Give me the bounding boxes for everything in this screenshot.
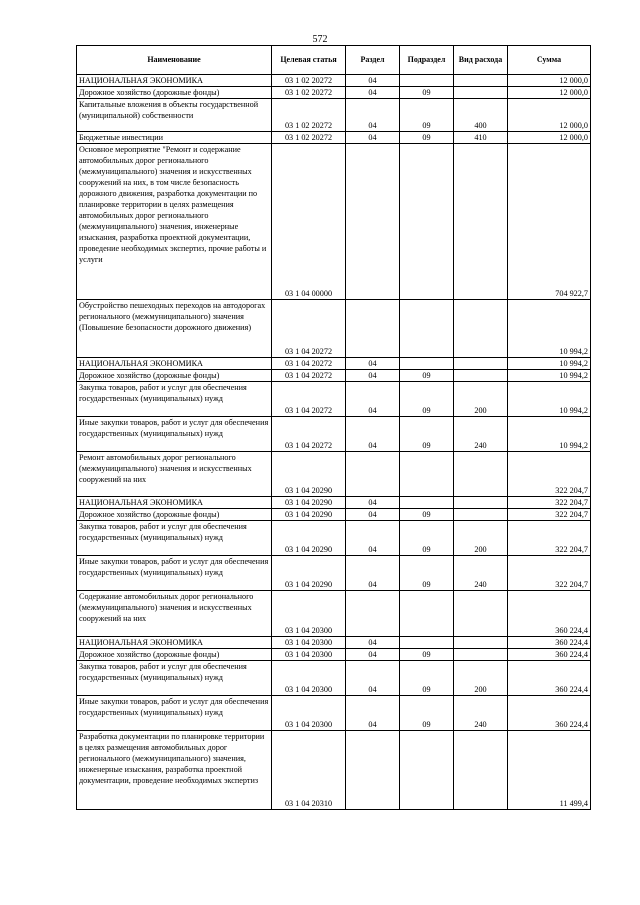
cell-target: 03 1 02 20272 (272, 132, 346, 144)
table-row (77, 300, 591, 358)
table-row (77, 87, 591, 99)
table-row (77, 637, 591, 649)
cell-name: Дорожное хозяйство (дорожные фонды) (77, 649, 272, 661)
cell-target: 03 1 04 20300 (272, 661, 346, 696)
table-row (77, 132, 591, 144)
table-row (77, 358, 591, 370)
cell-amount: 11 499,4 (508, 731, 591, 810)
table-row (77, 521, 591, 556)
cell-section: 04 (346, 556, 400, 591)
cell-target: 03 1 04 20272 (272, 300, 346, 358)
cell-section: 04 (346, 649, 400, 661)
cell-target: 03 1 04 20290 (272, 521, 346, 556)
cell-expense-type (454, 300, 508, 358)
cell-expense-type: 240 (454, 696, 508, 731)
cell-name: Обустройство пешеходных переходов на автодорогах регионального (межмуниципального) значения (Повышение безопасности дорожного движения) (77, 300, 272, 358)
cell-amount: 322 204,7 (508, 452, 591, 497)
cell-expense-type (454, 370, 508, 382)
cell-amount: 360 224,4 (508, 591, 591, 637)
header-section: Раздел (346, 46, 400, 75)
cell-expense-type (454, 358, 508, 370)
table-header-row (77, 46, 591, 75)
cell-name: Закупка товаров, работ и услуг для обеспечения государственных (муниципальных) нужд (77, 661, 272, 696)
cell-expense-type: 200 (454, 521, 508, 556)
cell-name: Закупка товаров, работ и услуг для обеспечения государственных (муниципальных) нужд (77, 382, 272, 417)
table-row (77, 144, 591, 300)
cell-name: Дорожное хозяйство (дорожные фонды) (77, 509, 272, 521)
cell-target: 03 1 04 20272 (272, 370, 346, 382)
cell-expense-type (454, 497, 508, 509)
cell-expense-type (454, 75, 508, 87)
cell-section: 04 (346, 661, 400, 696)
cell-expense-type: 240 (454, 417, 508, 452)
cell-subsection: 09 (400, 99, 454, 132)
cell-name: Дорожное хозяйство (дорожные фонды) (77, 87, 272, 99)
cell-target: 03 1 04 00000 (272, 144, 346, 300)
cell-expense-type (454, 87, 508, 99)
cell-subsection: 09 (400, 382, 454, 417)
cell-amount: 704 922,7 (508, 144, 591, 300)
cell-amount: 12 000,0 (508, 99, 591, 132)
cell-name: НАЦИОНАЛЬНАЯ ЭКОНОМИКА (77, 75, 272, 87)
cell-amount: 360 224,4 (508, 637, 591, 649)
cell-subsection: 09 (400, 370, 454, 382)
table-row (77, 556, 591, 591)
cell-subsection: 09 (400, 649, 454, 661)
cell-expense-type (454, 144, 508, 300)
cell-target: 03 1 04 20300 (272, 637, 346, 649)
table-row (77, 509, 591, 521)
cell-section: 04 (346, 132, 400, 144)
cell-expense-type (454, 649, 508, 661)
cell-target: 03 1 04 20272 (272, 417, 346, 452)
cell-expense-type (454, 637, 508, 649)
cell-target: 03 1 04 20290 (272, 497, 346, 509)
cell-subsection (400, 144, 454, 300)
table-row (77, 382, 591, 417)
cell-section (346, 731, 400, 810)
cell-section: 04 (346, 497, 400, 509)
cell-name: НАЦИОНАЛЬНАЯ ЭКОНОМИКА (77, 358, 272, 370)
cell-section: 04 (346, 696, 400, 731)
cell-amount: 10 994,2 (508, 370, 591, 382)
cell-subsection: 09 (400, 509, 454, 521)
page-number: 572 (312, 34, 328, 45)
cell-section (346, 300, 400, 358)
header-amount: Сумма (508, 46, 591, 75)
cell-amount: 12 000,0 (508, 75, 591, 87)
cell-section: 04 (346, 99, 400, 132)
cell-expense-type (454, 591, 508, 637)
budget-table (76, 45, 591, 810)
cell-subsection: 09 (400, 556, 454, 591)
cell-target: 03 1 04 20290 (272, 452, 346, 497)
cell-section: 04 (346, 87, 400, 99)
table-row (77, 696, 591, 731)
cell-subsection (400, 637, 454, 649)
table-row (77, 661, 591, 696)
cell-subsection (400, 497, 454, 509)
cell-section: 04 (346, 521, 400, 556)
cell-subsection: 09 (400, 417, 454, 452)
cell-name: Содержание автомобильных дорог регионального (межмуниципального) значения и искусственных сооружений на них (77, 591, 272, 637)
cell-section (346, 452, 400, 497)
cell-section: 04 (346, 75, 400, 87)
cell-amount: 360 224,4 (508, 696, 591, 731)
cell-target: 03 1 04 20300 (272, 591, 346, 637)
cell-name: Иные закупки товаров, работ и услуг для обеспечения государственных (муниципальных) нужд (77, 696, 272, 731)
cell-amount: 12 000,0 (508, 132, 591, 144)
cell-amount: 360 224,4 (508, 661, 591, 696)
cell-target: 03 1 02 20272 (272, 99, 346, 132)
cell-expense-type: 400 (454, 99, 508, 132)
cell-name: Капитальные вложения в объекты государственной (муниципальной) собственности (77, 99, 272, 132)
cell-amount: 322 204,7 (508, 556, 591, 591)
cell-amount: 322 204,7 (508, 521, 591, 556)
table-row (77, 649, 591, 661)
cell-name: Иные закупки товаров, работ и услуг для обеспечения государственных (муниципальных) нужд (77, 556, 272, 591)
cell-subsection: 09 (400, 521, 454, 556)
cell-subsection (400, 300, 454, 358)
cell-subsection: 09 (400, 132, 454, 144)
cell-amount: 10 994,2 (508, 417, 591, 452)
cell-amount: 10 994,2 (508, 358, 591, 370)
table-row (77, 370, 591, 382)
cell-section: 04 (346, 509, 400, 521)
cell-expense-type (454, 509, 508, 521)
header-name: Наименование (77, 46, 272, 75)
cell-target: 03 1 04 20290 (272, 556, 346, 591)
cell-subsection (400, 591, 454, 637)
cell-expense-type: 200 (454, 382, 508, 417)
cell-target: 03 1 02 20272 (272, 87, 346, 99)
header-target: Целевая статья (272, 46, 346, 75)
cell-target: 03 1 04 20272 (272, 382, 346, 417)
cell-name: НАЦИОНАЛЬНАЯ ЭКОНОМИКА (77, 497, 272, 509)
table-row (77, 497, 591, 509)
cell-name: Иные закупки товаров, работ и услуг для обеспечения государственных (муниципальных) нужд (77, 417, 272, 452)
cell-name: Основное мероприятие "Ремонт и содержание автомобильных дорог регионального (межмуниципального) значения и искусственных сооружений на них, в том числе безопасность дорожного движения, разработка документации по планировке территории в целях размещения автомобильных дорог регионального (межмуниципального) значения, инженерные изыскания, разработка проектной документации, проведение необходимых экспертиз, прочие работы и услуги (77, 144, 272, 300)
cell-expense-type: 240 (454, 556, 508, 591)
table-row (77, 417, 591, 452)
cell-expense-type (454, 452, 508, 497)
cell-name: Дорожное хозяйство (дорожные фонды) (77, 370, 272, 382)
cell-amount: 322 204,7 (508, 497, 591, 509)
cell-name: Ремонт автомобильных дорог регионального (межмуниципального) значения и искусственных сооружений на них (77, 452, 272, 497)
cell-section (346, 144, 400, 300)
cell-subsection (400, 452, 454, 497)
cell-subsection: 09 (400, 661, 454, 696)
table-row (77, 75, 591, 87)
cell-section: 04 (346, 358, 400, 370)
cell-subsection (400, 731, 454, 810)
cell-subsection: 09 (400, 696, 454, 731)
cell-target: 03 1 04 20310 (272, 731, 346, 810)
cell-name: Закупка товаров, работ и услуг для обеспечения государственных (муниципальных) нужд (77, 521, 272, 556)
table-row (77, 99, 591, 132)
table-row (77, 731, 591, 810)
cell-amount: 10 994,2 (508, 300, 591, 358)
cell-name: НАЦИОНАЛЬНАЯ ЭКОНОМИКА (77, 637, 272, 649)
cell-name: Бюджетные инвестиции (77, 132, 272, 144)
cell-subsection (400, 75, 454, 87)
cell-amount: 322 204,7 (508, 509, 591, 521)
table-row (77, 591, 591, 637)
cell-section: 04 (346, 637, 400, 649)
cell-section: 04 (346, 417, 400, 452)
cell-amount: 12 000,0 (508, 87, 591, 99)
cell-subsection: 09 (400, 87, 454, 99)
cell-section (346, 591, 400, 637)
cell-name: Разработка документации по планировке территории в целях размещения автомобильных дорог регионального (межмуниципального) значения, инженерные изыскания, разработка проектной документации, проведение необходимых экспертиз (77, 731, 272, 810)
cell-subsection (400, 358, 454, 370)
cell-section: 04 (346, 370, 400, 382)
header-subsection: Подраздел (400, 46, 454, 75)
cell-expense-type: 200 (454, 661, 508, 696)
cell-expense-type: 410 (454, 132, 508, 144)
header-expense-type: Вид расхода (454, 46, 508, 75)
table-row (77, 452, 591, 497)
cell-target: 03 1 02 20272 (272, 75, 346, 87)
cell-target: 03 1 04 20272 (272, 358, 346, 370)
cell-amount: 360 224,4 (508, 649, 591, 661)
cell-target: 03 1 04 20300 (272, 649, 346, 661)
cell-expense-type (454, 731, 508, 810)
cell-target: 03 1 04 20290 (272, 509, 346, 521)
cell-target: 03 1 04 20300 (272, 696, 346, 731)
cell-amount: 10 994,2 (508, 382, 591, 417)
cell-section: 04 (346, 382, 400, 417)
